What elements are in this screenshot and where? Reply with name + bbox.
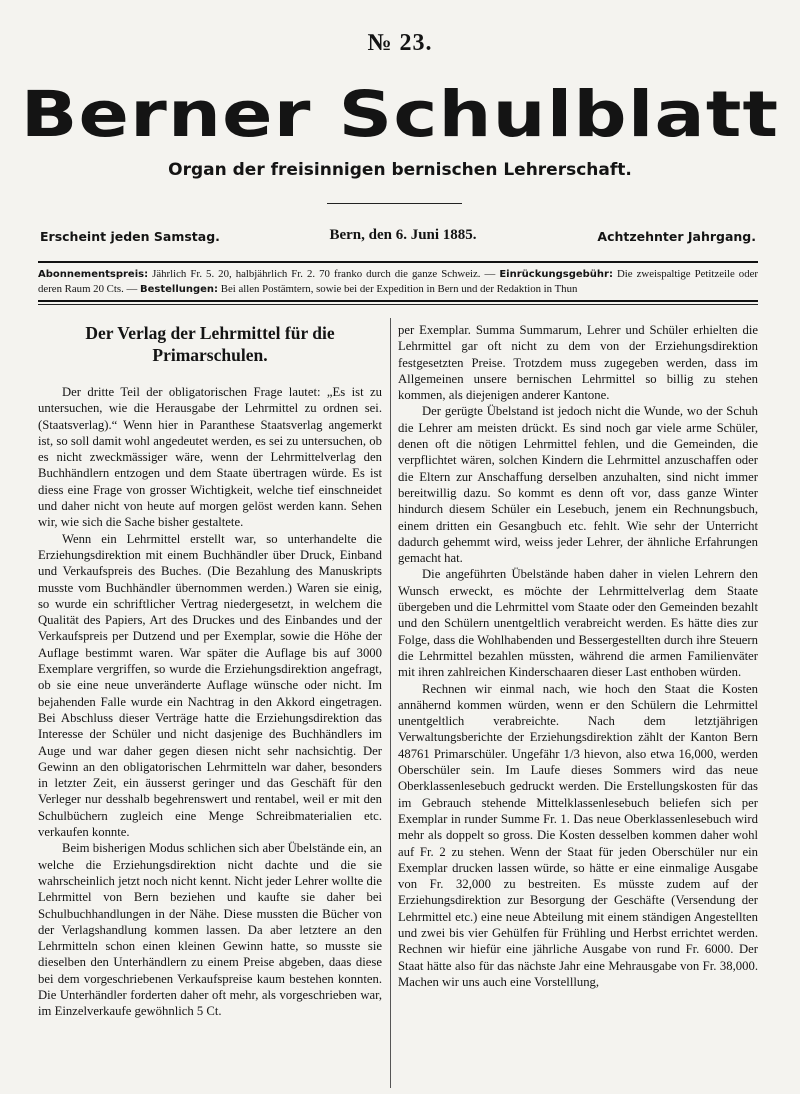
insertion-label: Einrückungsgebühr: <box>499 269 613 280</box>
article-paragraph: Rechnen wir einmal nach, wie hoch den Staat die Kosten annähernd kommen würden, wenn er den Schülern die Lehrmittel unentgeltlich verabreichte. Nach dem letztjährigen Verwaltungsberichte der Erziehungsdirektion zählt der Kanton Bern 48761 Primarschüler. Ungefähr 1/3 hievon, also etwa 16,000, werden Oberschüler sein. Im Laufe dieses Sommers wird das neue Oberklassenlesebuch gedruckt werden. Die Erstellungskosten für das im Gebrauch stehende Mittelklassenlesebuch beliefen sich per Exemplar in runder Summe Fr. 1. Das neue Oberklassenlesebuch wird mehr als doppelt so gross. Die Kosten desselben kommen daher wohl auf Fr. 2 zu stehen. Wenn der Staat für jeden Oberschüler nur ein Exemplar drucken lassen würde, so hätte er eine einmalige Ausgabe von Fr. 32,000 zu bestreiten. Es müsste zudem auf der Erziehungsdirektion zur Besorgung der Geschäfte (Versendung der Lehrmittel etc.) eine neue Abteilung mit einem ständigen Angestellten und zwei bis vier Gehülfen für Frühling und Herbst errichtet werden. Rechnen wir hiefür eine jährliche Ausgabe von rund Fr. 6000. Der Staat hätte also für das nächste Jahr eine Mehrausgabe von Fr. 38,000. Machen wir uns auch eine Vorstelllung, <box>398 681 758 989</box>
article-paragraph: Beim bisherigen Modus schlichen sich aber Übelstände ein, an welche die Erziehungsdirektion nicht dachte und die sie wahrscheinlich jetzt noch nicht kennt. Nicht jeder Lehrer wollte die Lehrmittel von Bern beziehen und kaufte sie daher bei Schulbuchhandlungen in der Nähe. Diese mussten die Bücher von der Verlagshandlung kommen lassen. Da aber letztere an den Lehrmitteln schon einen kleinen Gewinn hatte, so musste sie dieselben den Unterhändlern zu einem Preise abgeben, daas diese bei dem vorgeschriebenen Verkaufspreise kaum bestehen konnten. Die Unterhändler forderten daher oft mehr, als vorgeschrieben war, im Einzelverkaufe gewöhnlich 5 Ct. <box>38 841 382 1019</box>
header-rule-bottom-thin <box>38 304 758 305</box>
issue-date: Bern, den 6. Juni 1885. <box>329 227 477 243</box>
masthead-divider <box>327 203 462 204</box>
header-rule-top <box>38 261 758 263</box>
article-paragraph: Der gerügte Übelstand ist jedoch nicht die Wunde, wo der Schuh die Lehrer am meisten drückt. Es sind noch gar viele arme Schüler, denen oft die nötigen Lehrmittel fehlen, und die Gemeinden, die verpflichtet wären, solchen Kindern die Lehrmittel anzuschaffen oder die Eltern zur Anschaffung derselben anzuhalten, sind nicht immer bereitwillig dazu. So kommt es denn oft vor, dass ganze Winter hindurch diesem Schüler ein Lesebuch, jenem ein Rechnungsbuch, einem dritten ein Gesangbuch etc. fehlt. Wie sehr der Unterricht dadurch gehemmt wird, weiss jeder Lehrer, der ähnliche Erfahrungen gemacht hat. <box>398 404 758 566</box>
orders-label: Bestellungen: <box>139 284 219 295</box>
article-paragraph: Wenn ein Lehrmittel erstellt war, so unterhandelte die Erziehungsdirektion mit einem Buchhändler über Druck, Einband und Verkaufspreis des Buches. (Die Bezahlung des Manuskripts musste vom Buchhändler übernommen werden.) Waren sie einig, so wurde ein schriftlicher Vertrag niedergesetzt, in welchem die Qualität des Papiers, Art des Druckes und des Einbandes und der Verkaufspreis per Dutzend und per Exemplar, sowie die Höhe der Auflage bestimmt waren. War später die Auflage bis auf 3000 Exemplare vergriffen, so wurde die Erziehungsdirektion angefragt, ob sie eine neue unveränderte Auflage wünsche oder nicht. Im bejahenden Falle wurde ein Nachtrag in den Akkord eingetragen. Bei Abschluss dieser Verträge hatte die Erziehungsdirektion das Interesse der Schüler und nicht dasjenige des Buchhändlers im Auge und war daher gegen diesen nicht sehr nachsichtig. Der Gewinn an den obligatorischen Lehrmitteln war daher, besonders in letzter Zeit, ein äusserst geringer und das Geschäft für den Verleger nur desshalb begehrenswert und rentabel, weil er mit den Schulbüchern zugleich eine Menge Schreibmaterialien etc. verkaufen konnte. <box>38 531 382 840</box>
masthead-title: Berner Schulblatt <box>20 78 780 151</box>
masthead-subtitle: Organ der freisinnigen bernischen Lehrerschaft. <box>168 160 632 180</box>
article-column-left <box>38 322 382 1020</box>
orders-text: Bei allen Postämtern, sowie bei der Expedition in Bern und der Redaktion in Thun <box>220 283 578 295</box>
insertion-text: Die zweispaltige Petitzeile oder deren Raum 20 Cts. — <box>38 268 758 295</box>
price-text: Jährlich Fr. 5. 20, halbjährlich Fr. 2. 70 franko durch die ganze Schweiz. — <box>152 268 496 280</box>
issue-number: № 23. <box>367 30 433 56</box>
article-paragraph: Der dritte Teil der obligatorischen Frage lautet: „Es ist zu untersuchen, wie die Herausgabe der Lehrmittel zu ordnen sei. (Staatsverlag).“ Wenn hier in Paranthese Staatsverlag angemerkt ist, so soll damit wohl angedeutet werden, es sei zu untersuchen, ob es nicht zweckmässiger wäre, wenn der Lehrmittelverlag den Buchhändlern entzogen und dem Staate übertragen würde. Es ist diess eine Frage von grosser Wichtigkeit, welche tief einschneidet und daher nicht von heute auf morgen gelöst werden kann. Sehen wir, wie sich die Sache bisher gestaltete. <box>38 385 382 530</box>
price-label: Abonnementspreis: <box>38 269 149 280</box>
article-paragraph: Die angeführten Übelstände haben daher in vielen Lehrern den Wunsch erweckt, es möchte der Lehrmittelverlag dem Staate übergeben und die Lehrmittel vom Staate oder den Gemeinden bezahlt und den Schülern unentgeltlich verabreicht werden. Es hätte dies zur Folge, dass die Wohlhabenden und Bessergestellten durch ihre Steuern die Lehrmittel bezahlen müssten, während die armen Familienväter mit ihren zahlreichen Kinderschaaren dieser Last enthoben würden. <box>398 567 758 680</box>
subscription-info <box>38 267 758 297</box>
article-title: Der Verlag der Lehrmittel für die Primarschulen. <box>85 323 335 365</box>
header-rule-bottom <box>38 300 758 302</box>
column-divider <box>390 318 391 1088</box>
article-column-right <box>398 322 758 990</box>
publication-frequency: Erscheint jeden Samstag. <box>40 229 220 244</box>
volume-year: Achtzehnter Jahrgang. <box>597 229 756 244</box>
article-paragraph: per Exemplar. Summa Summarum, Lehrer und Schüler erhielten die Lehrmittel gar oft nicht zu dem von der Erziehungsdirektion festgesetzten Preise. Trotzdem muss zugegeben werden, dass im Allgemeinen unsere bernischen Lehrmittel so billig zu stehen kommen, als diejenigen anderer Kantone. <box>398 323 758 403</box>
